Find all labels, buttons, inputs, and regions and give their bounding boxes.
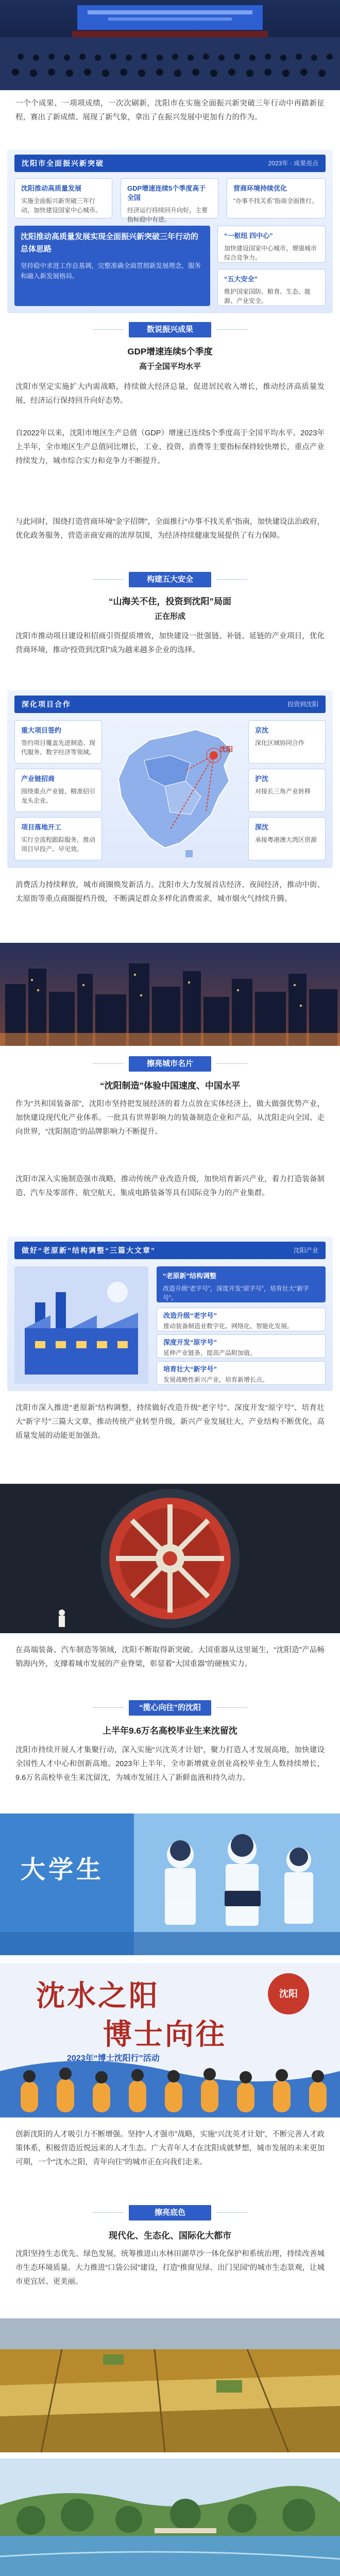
card-banner-title: 沈阳市全面振兴新突破 — [22, 159, 104, 167]
section-tag: “揽心向往”的沈阳 — [129, 1700, 211, 1716]
tile-body: 围绕重点产业链，精准招引龙头企业。 — [21, 788, 96, 804]
tile-body: 实行全流程跟踪服务，推动项目早投产、早见效。 — [21, 836, 96, 853]
poster-title-line2: 博士向往 — [103, 2018, 227, 2052]
factory-icon — [14, 1266, 148, 1384]
conference-photo — [0, 0, 340, 90]
card-tile — [157, 1334, 326, 1358]
tile-heading: 改造升级“老字号” — [163, 1312, 217, 1319]
main-tile-heading: “老原新”结构调整 — [163, 1272, 217, 1280]
card-banner — [14, 696, 326, 713]
tile-body: 深化区域协同合作 — [255, 739, 305, 747]
culture-paragraph-1: 作为“共和国装备部”，沈阳市坚持把发展经济的着力点放在实体经济上，做大做强优势产业，加快建设现代化产业体系。一批具有世界影响力的装备制造企业和产品，从沈阳走向全国、走向世界，“沈阳制造”的品牌影响力不断提升。 — [15, 1100, 325, 1136]
card-main-tile — [14, 226, 210, 306]
section-tag: 构建五大安全 — [129, 572, 211, 587]
tile-body: 对接长三角产业转移 — [255, 788, 311, 795]
card-tile — [248, 769, 326, 812]
tile-heading: 项目落地开工 — [21, 823, 62, 831]
section-tag: 数说振兴成果 — [129, 322, 211, 337]
lake-park-photo — [0, 2459, 340, 2576]
intro-paragraph: 一个个成果、一项项成绩，一次次刷新，沈阳市在实施全面振兴新突破三年行动中再踏新征程，赛出了新成绩、展现了新气象，拿出了在振兴发展中更加有力的作为。 — [15, 99, 325, 122]
card-tile — [14, 769, 102, 812]
industry-illustration — [14, 1266, 148, 1384]
card-tile — [248, 720, 326, 764]
card-tile — [248, 817, 326, 860]
tile-body: “办事不找关系”指南全面推行。 — [233, 197, 318, 205]
consumption-paragraph: 消费活力持续释放，城市商圈焕发新活力。沈阳市大力发展首店经济、夜间经济，推动中街、太原街等重点商圈提档升级，不断满足群众多样化消费需求，城市烟火气持续升腾。 — [15, 881, 325, 903]
tile-heading: 产业链招商 — [21, 775, 55, 783]
section-tag: 擦亮城市名片 — [129, 1056, 211, 1072]
card-main-tile — [157, 1266, 326, 1302]
tile-body: 经济运行持续回升向好，主要指标稳中有进。 — [127, 207, 208, 223]
card-banner-title: 做好“老原新”结构调整“三篇大文章” — [22, 1246, 156, 1255]
poster-title-line1: 沈水之阳 — [36, 1979, 160, 2013]
tile-body: 延伸产业链条，提高产品附加值。 — [163, 1349, 257, 1357]
section-subheading: 正在形成 — [154, 612, 185, 621]
poster-subtitle: 2023年“博士沈阳行”活动 — [67, 2054, 160, 2063]
info-card-investment — [7, 690, 333, 868]
card-tile — [217, 269, 326, 306]
culture-paragraph-2: 沈阳市深入实施制造强市战略，推动传统产业改造升级，加快培育新兴产业，着力打造装备制造、汽车及零部件、航空航天、集成电路装备等具有国际竞争力的产业集群。 — [15, 1175, 325, 1197]
tile-heading: 深度开发“原字号” — [163, 1338, 217, 1346]
card-banner-subtitle: 2023年 · 成果亮点 — [268, 160, 318, 167]
info-card-revitalization — [7, 149, 333, 313]
youth-paragraph: 创新沈阳的人才吸引力不断增强。坚持“人才强市”战略，实施“兴沈英才计划”，不断完善人才政策体系，积极营造近悦远来的人才生态。广大青年人才在沈阳成就梦想，城市发展的未来更加可期，一个“沈水之阳，青年向往”的城市正在向我们走来。 — [15, 2130, 325, 2166]
main-tile-body: 坚持稳中求进工作总基调，完整准确全面贯彻新发展理念，服务和融入新发展格局。 — [21, 262, 201, 280]
map-icon — [108, 719, 242, 861]
gdp-paragraph-3: 与此同时，围绕打造营商环境“金字招牌”，全面推行“办事不找关系”指南，加快建设法治政府，优化政务服务，营造亲商安商的浓厚氛围，为经济持续健康发展提供了有力保障。 — [15, 518, 325, 540]
tile-heading: 沈阳推动高质量发展 — [21, 184, 82, 192]
card-tile — [157, 1361, 326, 1385]
section-heading: “沈阳制造”体验中国速度、中国水平 — [100, 1081, 240, 1091]
main-tile-body: 改造升级“老字号”，深度开发“原字号”，培育壮大“新字号”。 — [163, 1285, 309, 1301]
gdp-paragraph-2: 自2022年以来，沈阳市地区生产总值（GDP）增速已连续5个季度高于全国平均水平。2023年上半年，全市地区生产总值同比增长，工业、投资、消费等主要指标保持较快增长，重点产业持续发力，城市综合实力和竞争力不断提升。 — [15, 429, 325, 465]
equipment-paragraph: 在高端装备、汽车制造等领域，沈阳不断取得新突破。大国重器从这里诞生，“沈阳造”产品畅销海内外，支撑着城市发展的产业脊梁，彰显着“大国重器”的硬核实力。 — [15, 1646, 325, 1668]
card-tile — [217, 226, 326, 263]
city-night-photo — [0, 943, 340, 1046]
card-banner-subtitle: 投资到沈阳 — [287, 701, 318, 708]
tile-body: 实施全面振兴新突破三年行动，加快建设国家中心城市。 — [21, 197, 102, 214]
section-heading: 现代化、生态化、国际化大都市 — [109, 2231, 231, 2241]
card-tile — [121, 178, 218, 223]
tile-heading: 营商环境持续优化 — [233, 184, 287, 192]
fields-aerial-photo — [0, 2318, 340, 2452]
map-city-label: 沈阳 — [219, 745, 233, 753]
gdp-paragraph-1: 沈阳市坚定实施扩大内需战略，持续做大经济总量，促进居民收入增长，推动经济高质量发展，经济运行保持回升向好态势。 — [15, 383, 325, 405]
section-tag: 擦亮底色 — [129, 2205, 211, 2221]
card-tile — [14, 720, 102, 764]
section-heading: “山海关不住，投资到沈阳”局面 — [109, 597, 231, 606]
poster-seal-badge: 沈阳 — [279, 1989, 298, 1999]
tile-body: 签约项目覆盖先进制造、现代服务、数字经济等领域。 — [21, 739, 96, 756]
tile-body: 发展战略性新兴产业，培育新增长点。 — [163, 1376, 269, 1383]
card-banner — [14, 155, 326, 172]
card-tile — [157, 1308, 326, 1331]
china-map — [108, 719, 242, 861]
tile-heading: 培育壮大“新字号” — [163, 1365, 217, 1373]
card-tile — [14, 817, 102, 860]
tile-body: 承接粤港澳大湾区资源 — [255, 836, 317, 843]
tile-heading: GDP增速连续5个季度高于全国 — [127, 184, 206, 201]
tile-heading: 重大项目签约 — [21, 726, 62, 734]
card-banner — [14, 1242, 326, 1259]
section-heading: 上半年9.6万名高校毕业生来沈留沈 — [103, 1726, 237, 1736]
talent-paragraph: 沈阳市持续开展人才集聚行动，深入实施“兴沈英才计划”，聚力打造人才发展高地，加快建设全国性人才中心和创新高地。2023年上半年，全市新增就业创业高校毕业生人数持续增长，9.6万名高校毕业生来沈留沈，为城市发展注入了新鲜血液和持久动力。 — [15, 1746, 325, 1782]
card-tile — [227, 178, 326, 218]
tile-heading: 深沈 — [255, 823, 269, 831]
section-heading: GDP增速连续5个季度 — [127, 347, 213, 357]
tunnel-machine-photo — [0, 1484, 340, 1633]
section-subheading: 高于全国平均水平 — [139, 362, 201, 371]
card-banner-subtitle: 沈阳产业 — [293, 1247, 318, 1254]
graduates-side-text: 大学生 — [21, 1855, 105, 1884]
card-banner-title: 深化项目合作 — [22, 700, 71, 708]
tile-heading: “五大安全” — [224, 275, 258, 283]
card-tile — [14, 178, 112, 218]
restructuring-paragraph: 沈阳市深入推进“老原新”结构调整，持续做好改造升级“老字号”、深度开发“原字号”、培育壮大“新字号”三篇大文章，推动传统产业转型升级，新兴产业发展壮大，产业结构不断优化，高质量发展的动能更加强劲。 — [15, 1404, 325, 1440]
tile-body: 维护国家国防、粮食、生态、能源、产业安全。 — [224, 288, 311, 304]
info-card-industry — [7, 1236, 333, 1391]
main-tile-heading: 沈阳推动高质量发展实现全面振兴新突破三年行动的总体思路 — [21, 232, 199, 253]
tile-heading: “一枢纽 四中心” — [224, 232, 273, 240]
brand-paragraph: 沈阳市推动项目建设和招商引资提质增效，加快建设一批强链、补链、延链的产业项目，优化营商环境，推动“投资到沈阳”成为越来越多企业的选择。 — [15, 632, 325, 654]
tile-heading: 京沈 — [255, 726, 269, 734]
tile-body: 加快建设国家中心城市，增强城市综合竞争力。 — [224, 245, 317, 261]
tile-body: 推动装备制造业数字化、网络化、智能化发展。 — [163, 1323, 294, 1330]
tile-heading: 沪沈 — [255, 775, 269, 783]
recruitment-poster — [0, 1963, 340, 2117]
ecology-paragraph: 沈阳坚持生态优先、绿色发展，统筹推进山水林田湖草沙一体化保护和系统治理，持续改善城市生态环境质量。大力推进“口袋公园”建设，打造“推窗见绿、出门见园”的城市生态景观，让城市更宜居、更美丽。 — [15, 2250, 325, 2286]
graduates-photo — [0, 1814, 340, 1955]
